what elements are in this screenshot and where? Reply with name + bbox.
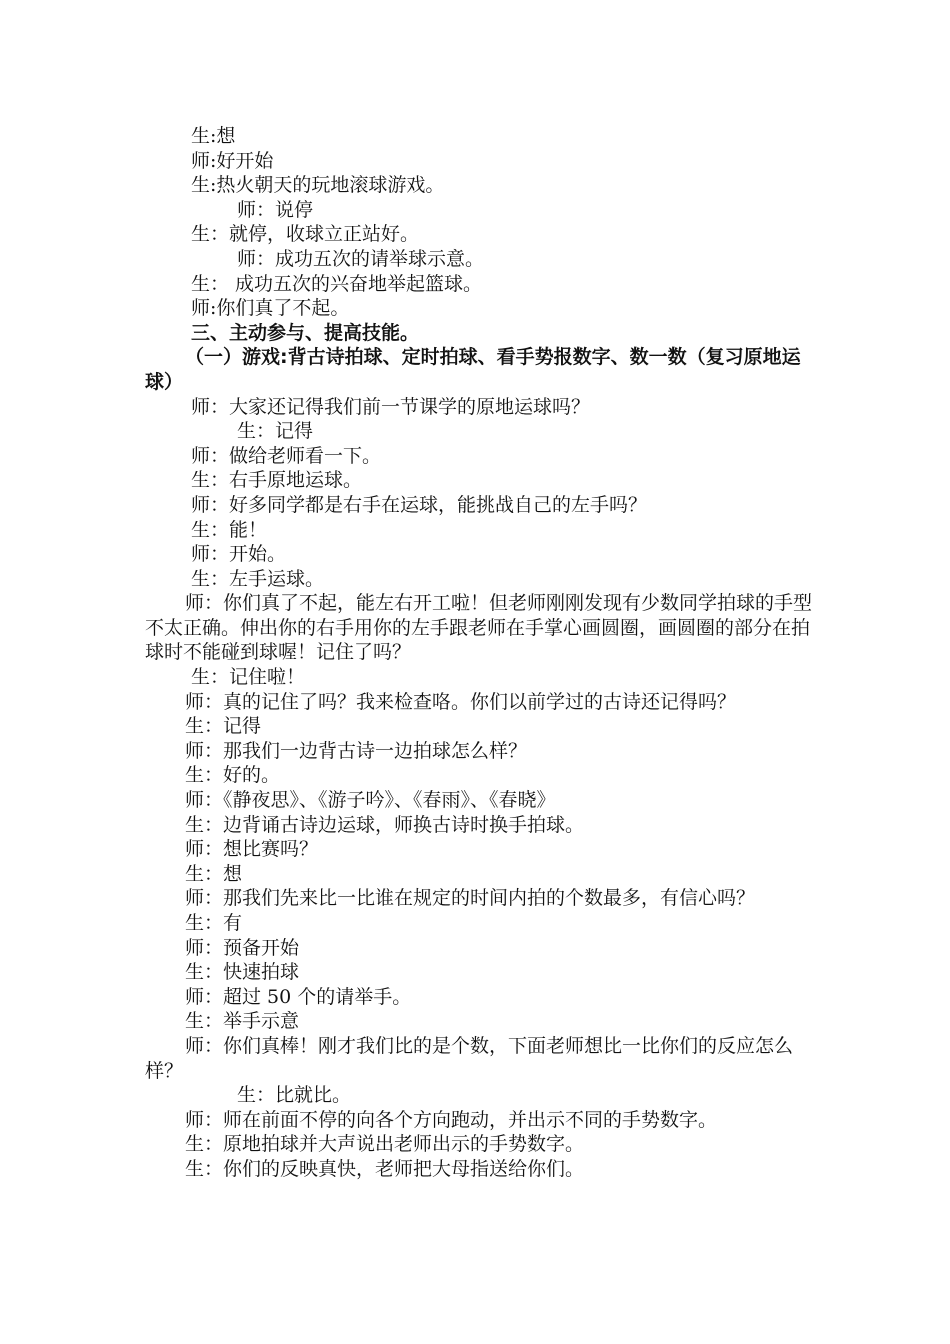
dialogue-line: 生：快速拍球	[185, 961, 300, 984]
dialogue-line: 生：你们的反映真快，老师把大母指送给你们。	[185, 1157, 585, 1180]
dialogue-line: 生： 成功五次的兴奋地举起篮球。	[191, 272, 483, 295]
dialogue-line: 生：记住啦！	[191, 666, 306, 689]
subsection-heading: （一）游戏:背古诗拍球、定时拍球、看手势报数字、数一数（复习原地运球）	[145, 346, 801, 393]
dialogue-line: 生：举手示意	[185, 1010, 300, 1033]
dialogue-line: 师：开始。	[191, 543, 287, 566]
dialogue-line: 师：大家还记得我们前一节课学的原地运球吗？	[191, 395, 591, 418]
dialogue-line: 生：左手运球。	[191, 567, 325, 590]
dialogue-line: 生：记得	[237, 420, 314, 443]
dialogue-line: 师：真的记住了吗？我来检查咯。你们以前学过的古诗还记得吗？	[185, 690, 737, 713]
dialogue-line: 生：好的。	[185, 764, 281, 787]
dialogue-line: 师：做给老师看一下。	[191, 444, 382, 467]
dialogue-line: 师:你们真了不起。	[191, 297, 350, 320]
dialogue-line: 师：成功五次的请举球示意。	[237, 247, 485, 270]
dialogue-paragraph: 师：你们真了不起，能左右开工啦！但老师刚刚发现有少数同学拍球的手型不太正确。伸出你的右手用你的左手跟老师在手掌心画圆圈，画圆圈的部分在拍球时不能碰到球喔！记住了吗？	[145, 592, 813, 664]
dialogue-line: 生:想	[191, 125, 236, 147]
dialogue-line: 生：边背诵古诗边运球，师换古诗时换手拍球。	[185, 813, 585, 836]
dialogue-paragraph: 师：你们真棒！刚才我们比的是个数，下面老师想比一比你们的反应怎么样？	[145, 1034, 794, 1082]
dialogue-line: 生：能！	[191, 518, 268, 541]
dialogue-line: 生：有	[185, 912, 243, 934]
dialogue-line: 生：想	[185, 862, 243, 885]
dialogue-line: 师：《静夜思》、《游子吟》、《春雨》、《春晓》	[185, 789, 556, 812]
dialogue-line: 师：那我们一边背古诗一边拍球怎么样？	[185, 739, 528, 762]
dialogue-line: 生:热火朝天的玩地滚球游戏。	[191, 174, 445, 197]
dialogue-line: 师：好多同学都是右手在运球，能挑战自己的左手吗？	[191, 493, 648, 516]
dialogue-line: 师：师在前面不停的向各个方向跑动，并出示不同的手势数字。	[185, 1108, 718, 1131]
dialogue-line: 师：想比赛吗？	[185, 838, 319, 861]
dialogue-line: 师:好开始	[191, 149, 274, 172]
dialogue-line: 生：记得	[185, 715, 262, 738]
section-heading: 三、主动参与、提高技能。	[191, 321, 420, 344]
dialogue-line: 师：说停	[237, 198, 314, 221]
document-page	[145, 124, 825, 1182]
dialogue-line: 师：预备开始	[185, 936, 300, 959]
dialogue-line: 生：就停，收球立正站好。	[191, 223, 420, 246]
dialogue-line: 生：原地拍球并大声说出老师出示的手势数字。	[185, 1133, 585, 1156]
dialogue-line: 生：比就比。	[237, 1084, 352, 1107]
dialogue-paragraph: 师：那我们先来比一比谁在规定的时间内拍的个数最多，有信心吗？	[185, 887, 756, 910]
dialogue-line: 师：超过 50 个的请举手。	[185, 985, 412, 1008]
dialogue-line: 生：右手原地运球。	[191, 469, 363, 492]
